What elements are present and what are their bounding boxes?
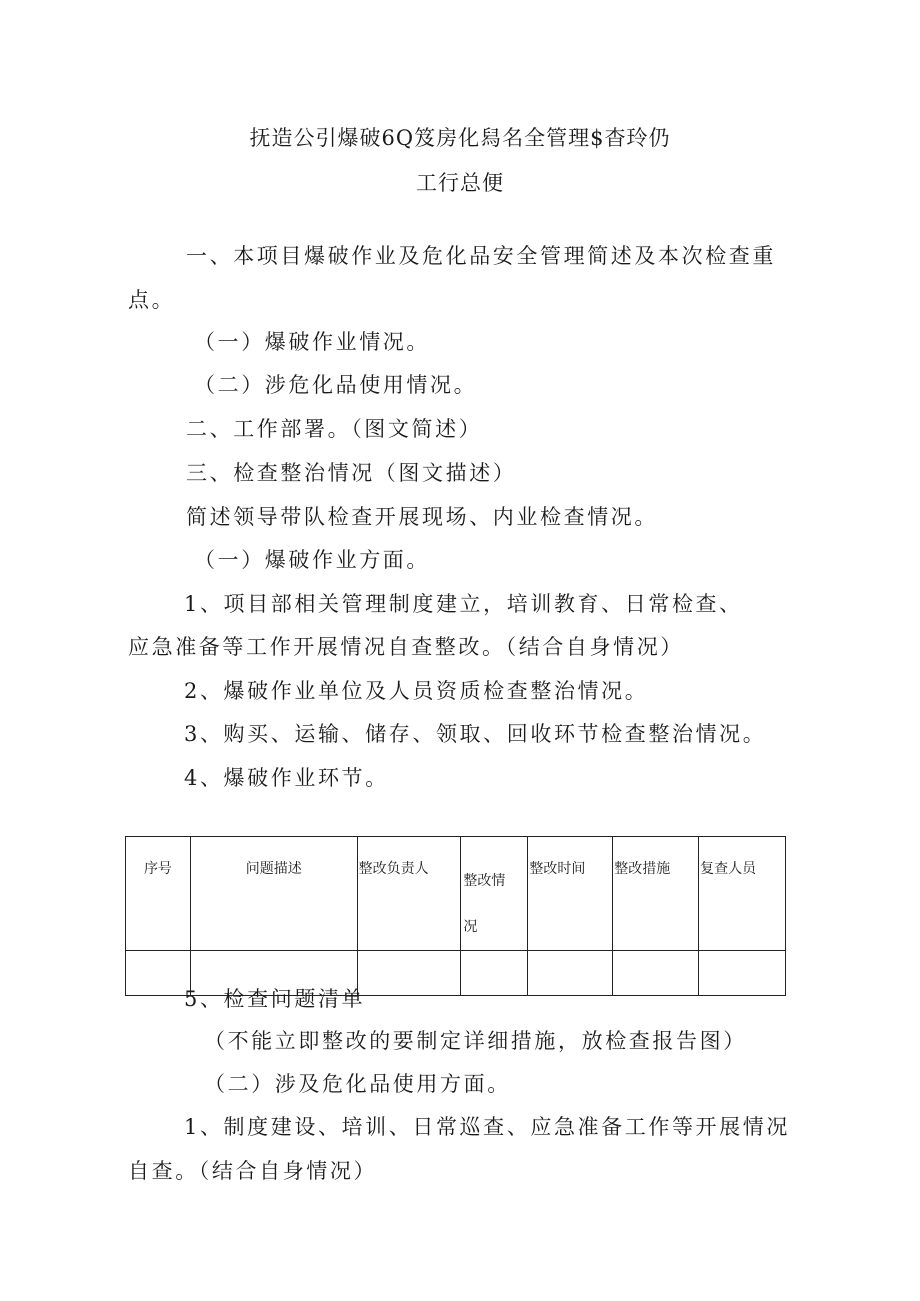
paragraph-sub-2: （二）涉危化品使用情况。	[194, 373, 478, 397]
table-cell[interactable]	[613, 951, 699, 996]
table-header-cell: 整改情况	[461, 837, 528, 951]
paragraph-chem-item-1-cont: 自查。（结合自身情况）	[128, 1159, 378, 1183]
table-header-cell: 复查人员	[699, 837, 786, 951]
paragraph-note: （不能立即整改的要制定详细措施，放检查报告图）	[204, 1029, 747, 1053]
table-header-cell: 整改负责人	[357, 837, 461, 951]
paragraph-item-5: 5、检查问题清单	[184, 987, 366, 1011]
issues-table	[125, 836, 786, 996]
paragraph-item-3: 3、购买、运输、储存、领取、回收环节检查整治情况。	[184, 722, 767, 746]
paragraph-summary: 简述领导带队检查开展现场、内业检查情况。	[186, 505, 658, 529]
table-header-row	[126, 837, 786, 951]
paragraph-sub-1: （一）爆破作业情况。	[194, 330, 430, 354]
table-cell[interactable]	[357, 951, 461, 996]
paragraph-sub-blasting: （一）爆破作业方面。	[194, 548, 430, 572]
table-header-cell: 整改措施	[613, 837, 699, 951]
table-cell[interactable]	[461, 951, 528, 996]
paragraph-item-2: 2、爆破作业单位及人员资质检查整治情况。	[184, 679, 649, 703]
table-header-cell: 整改时间	[528, 837, 613, 951]
table-cell[interactable]	[528, 951, 613, 996]
paragraph-chem-item-1: 1、制度建设、培训、日常巡查、应急准备工作等开展情况	[184, 1115, 790, 1139]
table-cell[interactable]	[126, 951, 191, 996]
paragraph-section-3: 三、检查整治情况（图文描述）	[186, 461, 517, 485]
document-title-line2: 工行总便	[416, 171, 504, 195]
table-cell[interactable]	[699, 951, 786, 996]
table-header-cell: 序号	[126, 837, 191, 951]
paragraph-section-1-cont: 点。	[128, 288, 176, 312]
paragraph-item-1: 1、项目部相关管理制度建立，培训教育、日常检查、	[184, 592, 743, 616]
paragraph-section-2: 二、工作部署。（图文简述）	[186, 417, 483, 441]
paragraph-sub-chemicals: （二）涉及危化品使用方面。	[204, 1072, 511, 1096]
paragraph-section-1: 一、本项目爆破作业及危化品安全管理简述及本次检查重	[186, 244, 776, 268]
table-header-cell: 问题描述	[190, 837, 357, 951]
document-title-line1: 抚造公引爆破6Q笈房化舄名全管理$杳玲仍	[249, 126, 671, 150]
paragraph-item-1-cont: 应急准备等工作开展情况自查整改。（结合自身情况）	[128, 635, 684, 659]
paragraph-item-4: 4、爆破作业环节。	[184, 766, 389, 790]
